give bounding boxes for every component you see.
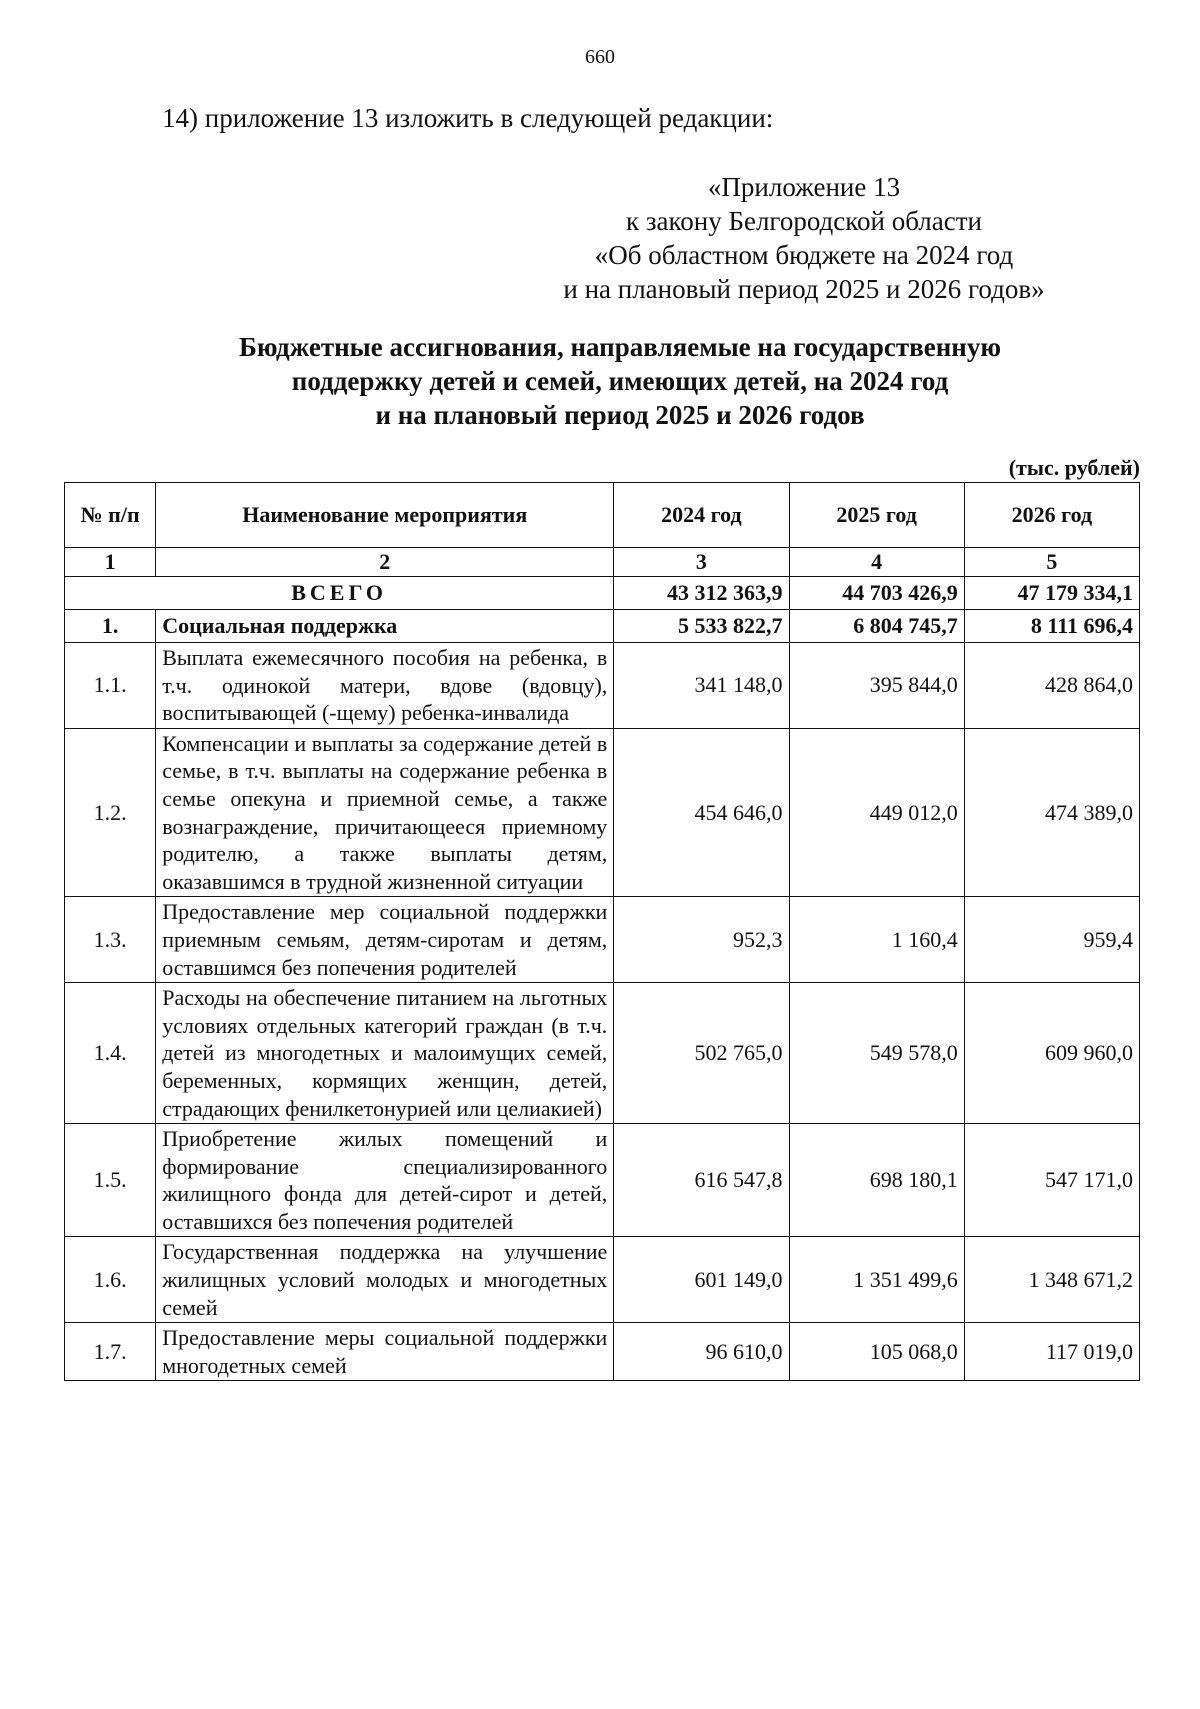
appendix-line: к закону Белгородской области [626,206,982,236]
row-2026: 474 389,0 [964,728,1139,897]
section-name: Социальная поддержка [156,610,614,643]
row-2024: 952,3 [614,897,789,983]
row-2026: 959,4 [964,897,1139,983]
row-2024: 616 547,8 [614,1124,789,1237]
header-2024: 2024 год [614,483,789,548]
document-title [200,330,1040,432]
section-number: 1. [65,610,156,643]
header-number: № п/п [65,483,156,548]
row-name: Приобретение жилых помещений и формирование специализированного жилищного фонда для детей-сирот и детей, оставшихся без попечения родителей [156,1124,614,1237]
row-name: Предоставление мер социальной поддержки приемным семьям, детям-сиротам и детям, оставшимся без попечения родителей [156,897,614,983]
units-label: (тыс. рублей) [1008,455,1140,480]
row-number: 1.1. [65,643,156,729]
column-index: 5 [964,548,1139,577]
row-2024: 601 149,0 [614,1237,789,1323]
row-name: Предоставление меры социальной поддержки многодетных семей [156,1323,614,1381]
table-row [65,983,1140,1124]
section-2026: 8 111 696,4 [964,610,1139,643]
row-2025: 549 578,0 [789,983,964,1124]
row-2025: 1 160,4 [789,897,964,983]
row-number: 1.7. [65,1323,156,1381]
appendix-line: «Приложение 13 [707,172,901,202]
page-number: 660 [585,46,615,68]
section-2024: 5 533 822,7 [614,610,789,643]
row-number: 1.2. [65,728,156,897]
row-2024: 341 148,0 [614,643,789,729]
row-2025: 449 012,0 [789,728,964,897]
row-2025: 1 351 499,6 [789,1237,964,1323]
title-line: поддержку детей и семей, имеющих детей, на 2024 год [291,366,949,396]
row-2026: 117 019,0 [964,1323,1139,1381]
amendment-instruction: 14) приложение 13 изложить в следующей редакции: [162,103,774,133]
row-number: 1.6. [65,1237,156,1323]
total-2025: 44 703 426,9 [789,577,964,610]
header-2026: 2026 год [964,483,1139,548]
row-2025: 698 180,1 [789,1124,964,1237]
header-2025: 2025 год [789,483,964,548]
row-name: Государственная поддержка на улучшение жилищных условий молодых и многодетных семей [156,1237,614,1323]
total-2026: 47 179 334,1 [964,577,1139,610]
total-2024: 43 312 363,9 [614,577,789,610]
column-index: 3 [614,548,789,577]
row-2026: 1 348 671,2 [964,1237,1139,1323]
appendix-line: и на плановый период 2025 и 2026 годов» [563,274,1045,304]
row-name: Выплата ежемесячного пособия на ребенка, в т.ч. одинокой матери, вдове (вдовцу), воспитывающей (-щему) ребенка-инвалида [156,643,614,729]
table-header-row [65,483,1140,548]
column-index-row [65,548,1140,577]
column-index: 1 [65,548,156,577]
row-2025: 395 844,0 [789,643,964,729]
row-2026: 428 864,0 [964,643,1139,729]
total-label: ВСЕГО [65,577,614,610]
table-row [65,1124,1140,1237]
row-2024: 96 610,0 [614,1323,789,1381]
title-line: и на плановый период 2025 и 2026 годов [375,400,865,430]
row-number: 1.4. [65,983,156,1124]
total-row [65,577,1140,610]
section-row [65,610,1140,643]
header-name: Наименование мероприятия [156,483,614,548]
appendix-heading [524,170,1084,306]
table-row [65,1237,1140,1323]
table-row [65,643,1140,729]
row-2026: 609 960,0 [964,983,1139,1124]
row-number: 1.5. [65,1124,156,1237]
appendix-line: «Об областном бюджете на 2024 год [594,240,1014,270]
row-2024: 454 646,0 [614,728,789,897]
column-index: 2 [156,548,614,577]
table-row [65,1323,1140,1381]
row-2026: 547 171,0 [964,1124,1139,1237]
row-name: Расходы на обеспечение питанием на льготных условиях отдельных категорий граждан (в т.ч. детей из многодетных и малоимущих семей, беременных, кормящих женщин, детей, страдающих фенилкетонурией или целиакией) [156,983,614,1124]
row-2025: 105 068,0 [789,1323,964,1381]
row-name: Компенсации и выплаты за содержание детей в семье, в т.ч. выплаты на содержание ребенка в семье опекуна и приемной семье, а также вознаграждение, причитающееся приемному родителю, а также выплаты детям, оказавшимся в трудной жизненной ситуации [156,728,614,897]
row-2024: 502 765,0 [614,983,789,1124]
title-line: Бюджетные ассигнования, направляемые на государственную [239,332,1001,362]
budget-table [64,482,1140,1381]
table-row [65,728,1140,897]
column-index: 4 [789,548,964,577]
section-2025: 6 804 745,7 [789,610,964,643]
table-row [65,897,1140,983]
row-number: 1.3. [65,897,156,983]
